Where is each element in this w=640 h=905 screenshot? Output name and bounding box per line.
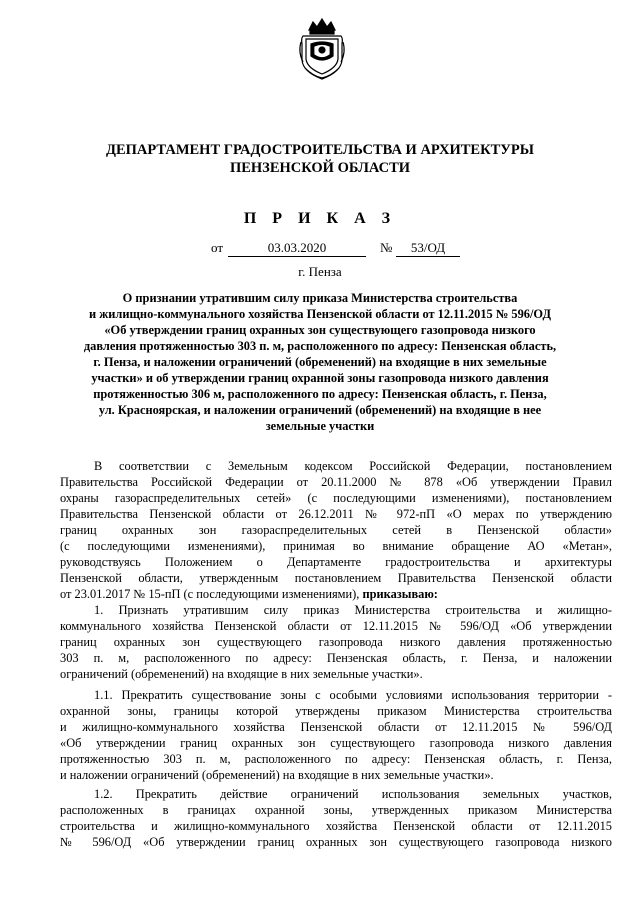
body-line: руководствуясь Положением о Департаменте градостроительства и архитектуры [60, 555, 612, 569]
body-line: протяженностью 303 п. м, расположенного по адресу: Пензенская область, г. Пенза, [60, 752, 612, 766]
body-line [60, 587, 612, 602]
body-line: коммунального хозяйства Пензенской области от 12.11.2015 № 596/ОД «Об утверждении [60, 619, 612, 633]
body-line: охраны газораспределительных сетей» (с последующими изменениями), постановлением [60, 491, 612, 505]
body-line: (с последующими изменениями), принимая во внимание обращение АО «Метан», [60, 539, 612, 553]
body-line: строительства и жилищно-коммунального хозяйства Пензенской области от 12.11.2015 [60, 819, 612, 833]
heading-line: и жилищно-коммунального хозяйства Пензенской области от 12.11.2015 № 596/ОД [89, 307, 551, 321]
heading-line: «Об утверждении границ охранных зон существующего газопровода низкого [104, 323, 536, 337]
body-line: 303 п. м, расположенного по адресу: Пензенская область, г. Пенза, и наложении [60, 651, 612, 665]
body-line: охранной зоны, границы которой утверждены приказом Министерства строительства [60, 704, 612, 718]
body-line: расположенных в границах охранной зоны, утвержденных приказом Министерства [60, 803, 612, 817]
body-line: Правительства Пензенской области от 26.12.2011 № 972-пП «О мерах по утверждению [60, 507, 612, 521]
order-keyword: приказываю: [362, 587, 438, 601]
body-line: ограничений (обременений) на входящие в них земельные участки». [60, 667, 423, 681]
document-type-title: П Р И К А З [243, 210, 397, 227]
body-line: № 596/ОД «Об утверждении границ охранных зон существующего газопровода низкого [60, 835, 612, 849]
heading-line: О признании утратившим силу приказа Министерства строительства [122, 291, 518, 305]
heading-line: ул. Красноярская, и наложении ограничений (обременений) на входящие в нее [98, 403, 542, 417]
coat-of-arms-emblem [297, 16, 347, 82]
body-line: Пензенской области, утвержденным постановлением Правительства Пензенской области [60, 571, 612, 585]
heading-line: г. Пенза, и наложении ограничений (обременений) на входящие в них земельные [93, 355, 547, 369]
body-line: границ охранных зон газораспределительных сетей в Пензенской области» [60, 523, 612, 537]
heading-line: давления протяженностью 303 п. м, расположенного по адресу: Пензенская область, [83, 339, 557, 353]
document-number: 53/ОД [396, 240, 460, 257]
number-sign: № [380, 240, 393, 255]
department-name-line-2: ПЕНЗЕНСКОЙ ОБЛАСТИ [229, 160, 411, 176]
body-line: границ охранных зон существующего газопровода низкого давления протяженностью [60, 635, 612, 649]
department-name-line-1: ДЕПАРТАМЕНТ ГРАДОСТРОИТЕЛЬСТВА И АРХИТЕКТУРЫ [105, 142, 535, 158]
body-line: «Об утверждении границ охранных зон существующего газопровода низкого давления [60, 736, 612, 750]
body-line: и жилищно-коммунального хозяйства Пензенской области от 12.11.2015 № 596/ОД [60, 720, 612, 734]
document-date: 03.03.2020 [228, 240, 366, 257]
body-line: 1.1. Прекратить существование зоны с особыми условиями использования территории - [94, 688, 612, 702]
body-line: 1. Признать утратившим силу приказ Министерства строительства и жилищно- [94, 603, 612, 617]
date-number-line [0, 240, 640, 260]
city-name: г. Пенза [298, 264, 342, 279]
body-line-text: от 23.01.2017 № 15-пП (с последующими изменениями), [60, 587, 360, 601]
body-line: Правительства Российской Федерации от 20.11.2000 № 878 «Об утверждении Правил [60, 475, 612, 489]
body-line: В соответствии с Земельным кодексом Российской Федерации, постановлением [94, 459, 612, 473]
heading-line: земельные участки [265, 419, 375, 433]
body-line: 1.2. Прекратить действие ограничений использования земельных участков, [94, 787, 612, 801]
body-line: и наложении ограничений (обременений) на входящие в них земельные участки». [60, 768, 494, 782]
heading-line: протяженностью 306 м, расположенного по адресу: Пензенская область, г. Пенза, [93, 387, 547, 401]
heading-line: участки» и об утверждении границ охранной зоны газопровода низкого давления [91, 371, 549, 385]
date-prefix: от [211, 240, 224, 255]
